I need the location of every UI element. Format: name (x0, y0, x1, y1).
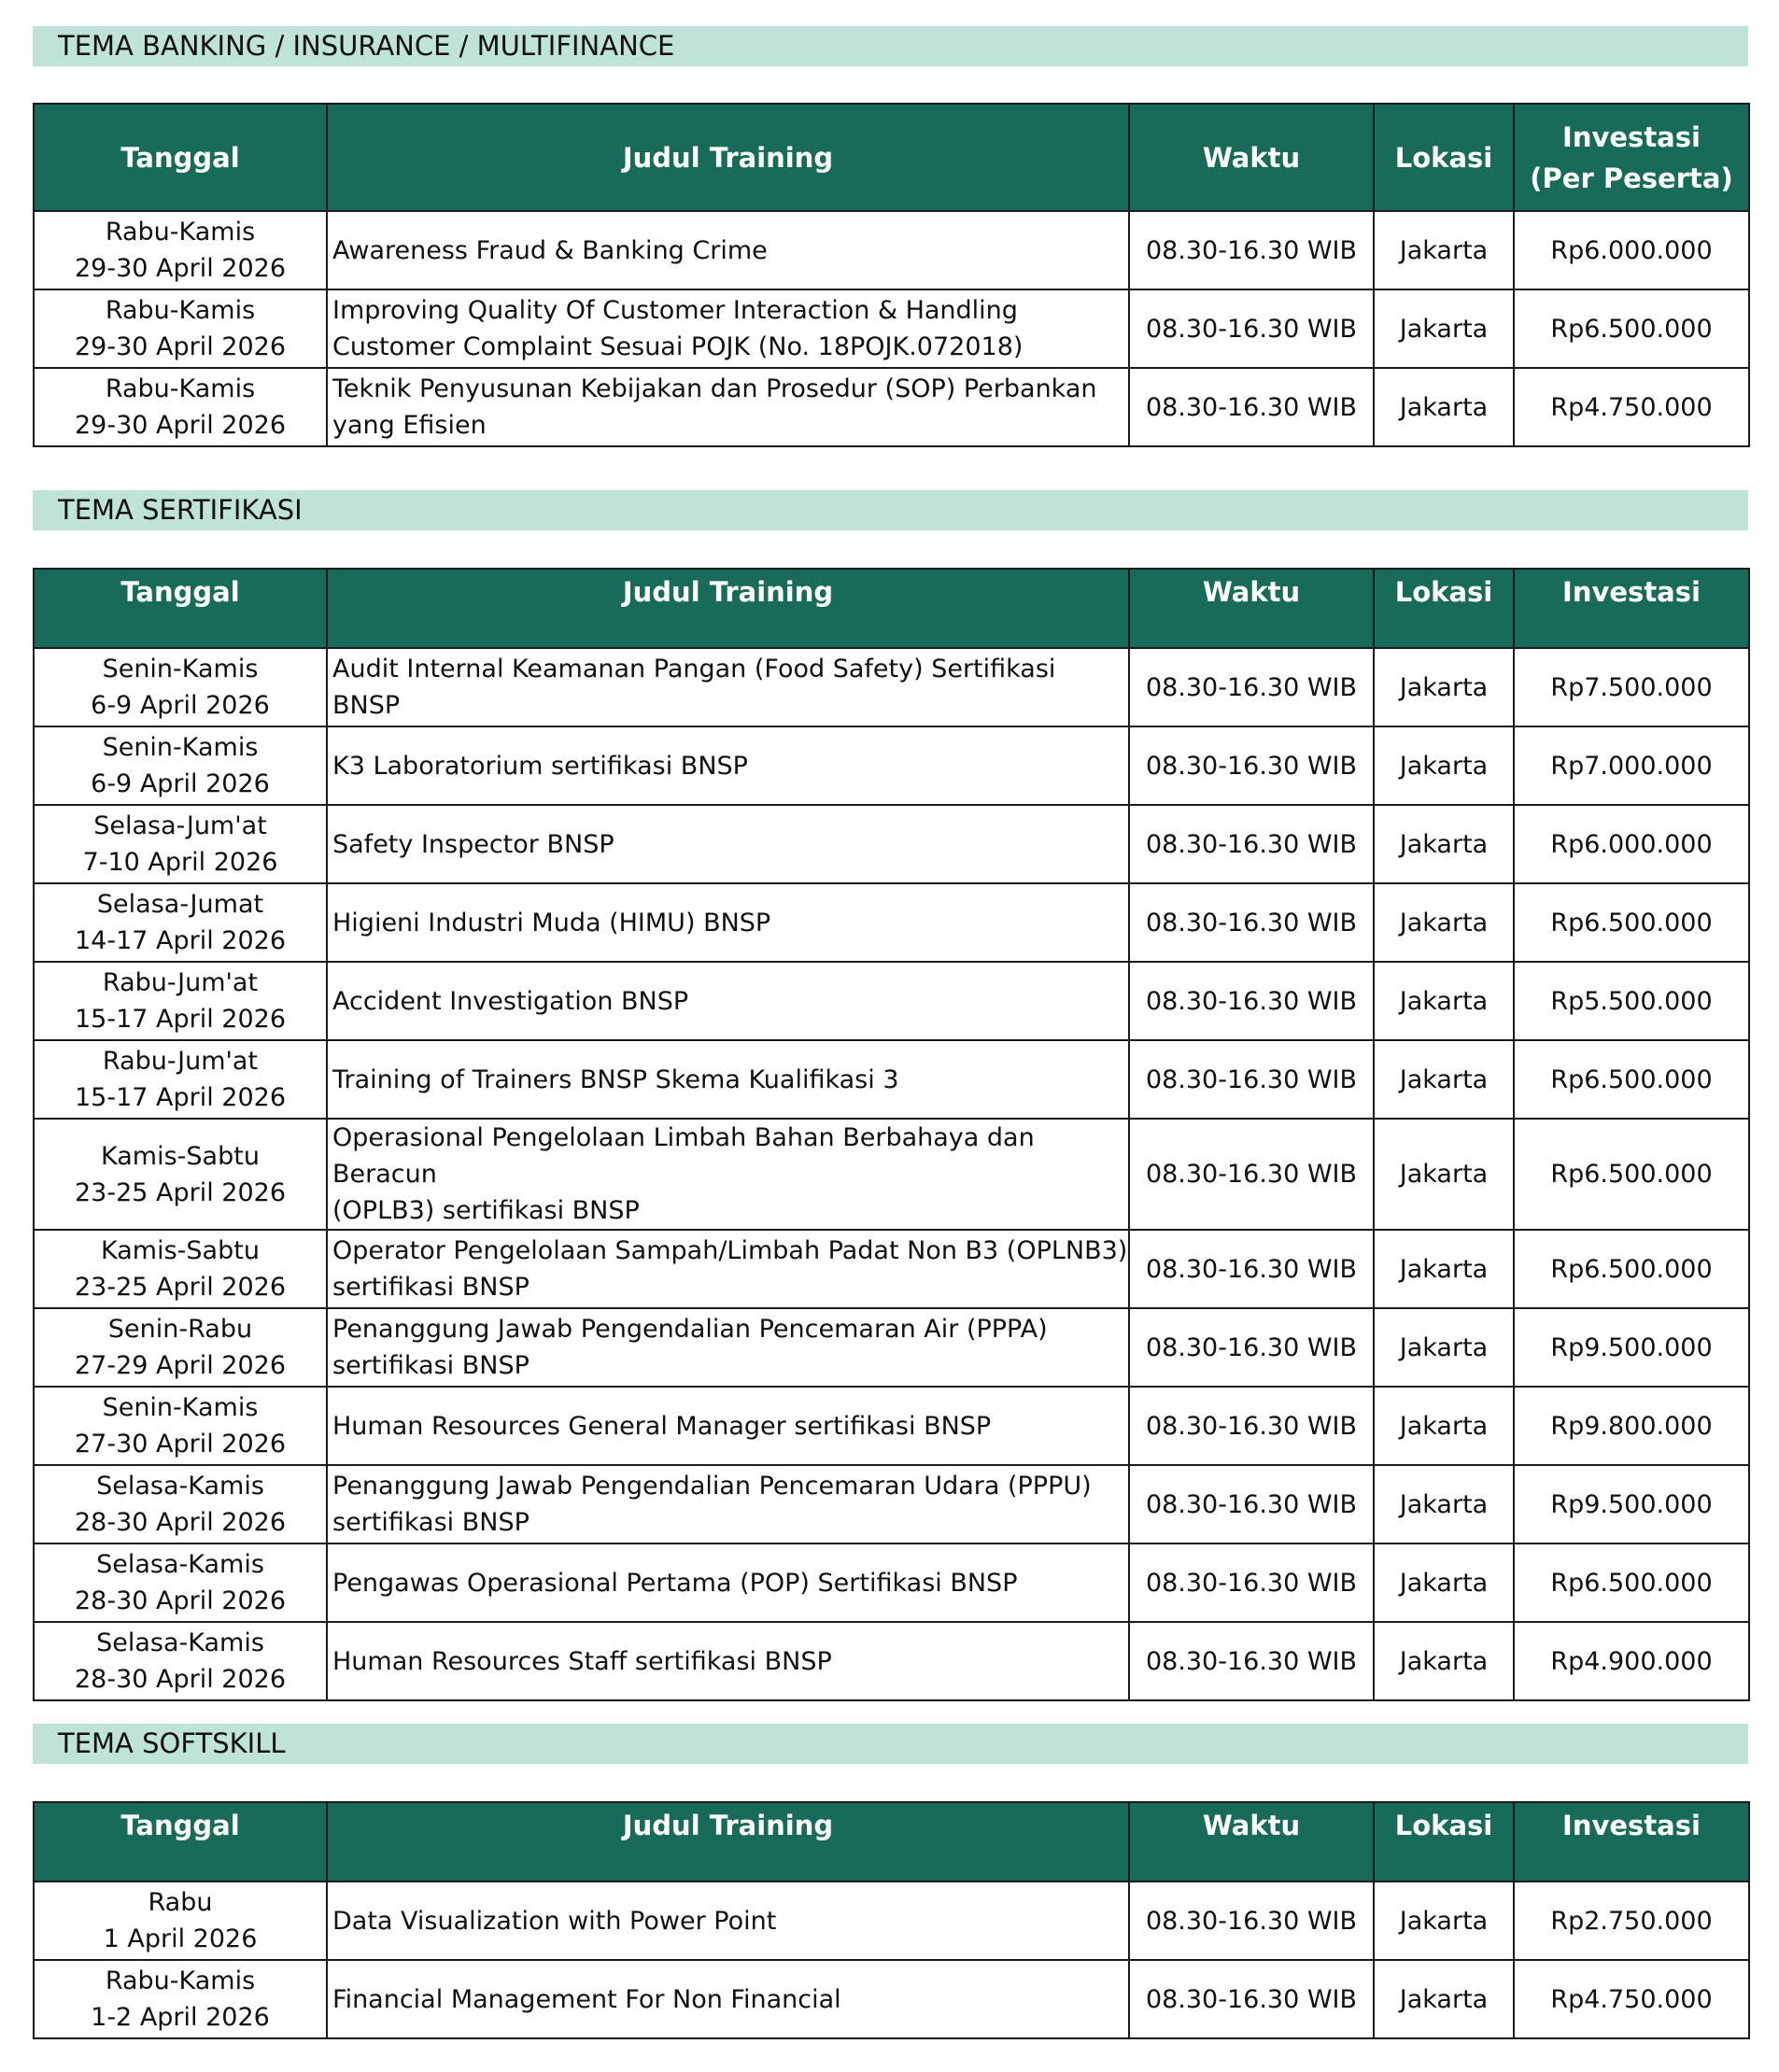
training-title-line1: Accident Investigation BNSP (332, 986, 689, 1016)
time-cell: 08.30-16.30 WIB (1129, 1622, 1374, 1700)
day-range: Rabu-Kamis (105, 1966, 256, 1995)
date-range: 23-25 April 2026 (74, 1273, 287, 1302)
time-cell: 08.30-16.30 WIB (1129, 1308, 1374, 1387)
table-row (34, 1230, 1749, 1308)
table-row (34, 1543, 1749, 1622)
col-header-waktu: Waktu (1129, 1802, 1374, 1882)
col-header-lokasi: Lokasi (1374, 1802, 1514, 1882)
training-title-cell (327, 1543, 1129, 1622)
date-cell (34, 1960, 327, 2038)
col-header-judul: Judul Training (327, 1802, 1129, 1882)
training-title-cell (327, 1040, 1129, 1119)
location-cell: Jakarta (1374, 211, 1514, 289)
training-title-line1: Higieni Industri Muda (HIMU) BNSP (332, 908, 771, 937)
time-cell: 08.30-16.30 WIB (1129, 883, 1374, 962)
col-header-waktu: Waktu (1129, 104, 1374, 211)
location-cell: Jakarta (1374, 1040, 1514, 1119)
training-title-cell (327, 805, 1129, 883)
training-title-line1: Improving Quality Of Customer Interaction & Handling (332, 296, 1018, 325)
date-range: 28-30 April 2026 (74, 1665, 287, 1694)
date-cell (34, 368, 327, 446)
training-title-cell (327, 883, 1129, 962)
training-title-cell (327, 1465, 1129, 1543)
table-row (34, 1622, 1749, 1700)
training-title-line1: Operator Pengelolaan Sampah/Limbah Padat Non B3 (OPLNB3) (332, 1236, 1128, 1265)
training-title-cell (327, 1622, 1129, 1700)
col-header-lokasi: Lokasi (1374, 569, 1514, 648)
date-range: 23-25 April 2026 (74, 1177, 287, 1207)
training-table-sertifikasi (33, 568, 1750, 1701)
location-cell: Jakarta (1374, 1960, 1514, 2038)
training-title-cell (327, 368, 1129, 446)
date-cell (34, 1622, 327, 1700)
day-range: Selasa-Kamis (96, 1628, 264, 1657)
location-cell: Jakarta (1374, 1387, 1514, 1465)
col-header-tanggal: Tanggal (34, 1802, 327, 1882)
date-cell (34, 883, 327, 962)
training-table-softskill (33, 1801, 1750, 2039)
training-title-line1: Data Visualization with Power Point (332, 1906, 777, 1936)
location-cell: Jakarta (1374, 1882, 1514, 1960)
col-header-judul: Judul Training (327, 569, 1129, 648)
table-row (34, 726, 1749, 805)
date-range: 28-30 April 2026 (74, 1508, 287, 1537)
training-title-line2: Customer Complaint Sesuai POJK (No. 18POJK.072018) (332, 332, 1024, 361)
time-cell: 08.30-16.30 WIB (1129, 1387, 1374, 1465)
date-cell (34, 1119, 327, 1230)
date-cell (34, 1308, 327, 1387)
date-range: 29-30 April 2026 (74, 411, 287, 440)
col-header-tanggal: Tanggal (34, 569, 327, 648)
training-title-line1: Awareness Fraud & Banking Crime (332, 235, 768, 265)
price-cell: Rp6.500.000 (1514, 1543, 1749, 1622)
table-row (34, 1465, 1749, 1543)
day-range: Selasa-Kamis (96, 1472, 264, 1501)
location-cell: Jakarta (1374, 1119, 1514, 1230)
training-table-banking (33, 103, 1750, 447)
location-cell: Jakarta (1374, 1543, 1514, 1622)
time-cell: 08.30-16.30 WIB (1129, 1882, 1374, 1960)
date-range: 15-17 April 2026 (74, 1083, 287, 1112)
training-title-line1: Financial Management For Non Financial (332, 1984, 841, 2014)
training-title-line1: K3 Laboratorium sertifikasi BNSP (332, 751, 748, 781)
day-range: Rabu-Kamis (105, 296, 256, 325)
date-cell (34, 648, 327, 726)
section-title-banking: TEMA BANKING / INSURANCE / MULTIFINANCE (33, 26, 1748, 66)
date-range: 29-30 April 2026 (74, 254, 287, 283)
table-row (34, 1387, 1749, 1465)
date-range: 15-17 April 2026 (74, 1005, 287, 1034)
date-range: 1-2 April 2026 (91, 2003, 270, 2032)
price-cell: Rp6.500.000 (1514, 1230, 1749, 1308)
location-cell: Jakarta (1374, 805, 1514, 883)
table-row (34, 1882, 1749, 1960)
date-range: 27-30 April 2026 (74, 1430, 287, 1459)
price-cell: Rp6.000.000 (1514, 805, 1749, 883)
price-cell: Rp4.900.000 (1514, 1622, 1749, 1700)
date-cell (34, 1882, 327, 1960)
col-header-investasi: Investasi (1514, 569, 1749, 648)
training-title-line1: Human Resources Staff sertifikasi BNSP (332, 1646, 832, 1676)
table-header-row (34, 104, 1749, 211)
date-range: 29-30 April 2026 (74, 332, 287, 361)
table-body-sertifikasi (34, 648, 1749, 1700)
time-cell: 08.30-16.30 WIB (1129, 805, 1374, 883)
table-body-banking (34, 211, 1749, 446)
location-cell: Jakarta (1374, 962, 1514, 1040)
day-range: Selasa-Jum'at (93, 811, 267, 840)
time-cell: 08.30-16.30 WIB (1129, 289, 1374, 368)
location-cell: Jakarta (1374, 1230, 1514, 1308)
price-cell: Rp2.750.000 (1514, 1882, 1749, 1960)
training-title-cell (327, 1387, 1129, 1465)
day-range: Rabu (148, 1888, 213, 1917)
col-header-waktu: Waktu (1129, 569, 1374, 648)
date-cell (34, 1040, 327, 1119)
col-header-investasi: Investasi (1514, 1802, 1749, 1882)
table-body-softskill (34, 1882, 1749, 2038)
time-cell: 08.30-16.30 WIB (1129, 1465, 1374, 1543)
date-cell (34, 805, 327, 883)
table-row (34, 211, 1749, 289)
training-title-cell (327, 1119, 1129, 1230)
training-title-line1: Teknik Penyusunan Kebijakan dan Prosedur (SOP) Perbankan (332, 374, 1097, 403)
location-cell: Jakarta (1374, 1622, 1514, 1700)
training-title-cell (327, 1308, 1129, 1387)
time-cell: 08.30-16.30 WIB (1129, 962, 1374, 1040)
price-cell: Rp6.000.000 (1514, 211, 1749, 289)
price-cell: Rp9.500.000 (1514, 1465, 1749, 1543)
day-range: Selasa-Kamis (96, 1550, 264, 1579)
date-range: 27-29 April 2026 (74, 1351, 287, 1380)
price-cell: Rp4.750.000 (1514, 1960, 1749, 2038)
training-title-line1: Penanggung Jawab Pengendalian Pencemaran Udara (PPPU) (332, 1472, 1092, 1501)
price-cell: Rp9.500.000 (1514, 1308, 1749, 1387)
table-header-row (34, 569, 1749, 648)
table-row (34, 1040, 1749, 1119)
table-row (34, 962, 1749, 1040)
day-range: Kamis-Sabtu (101, 1141, 260, 1171)
training-title-line1: Operasional Pengelolaan Limbah Bahan Berbahaya dan Beracun (332, 1123, 1035, 1189)
time-cell: 08.30-16.30 WIB (1129, 648, 1374, 726)
day-range: Rabu-Kamis (105, 218, 256, 247)
training-title-cell (327, 726, 1129, 805)
date-range: 6-9 April 2026 (91, 691, 270, 720)
date-range: 6-9 April 2026 (91, 769, 270, 798)
date-range: 1 April 2026 (103, 1924, 258, 1953)
day-range: Kamis-Sabtu (101, 1236, 260, 1265)
time-cell: 08.30-16.30 WIB (1129, 1040, 1374, 1119)
location-cell: Jakarta (1374, 648, 1514, 726)
training-title-line1: Pengawas Operasional Pertama (POP) Sertifikasi BNSP (332, 1568, 1018, 1598)
date-cell (34, 1543, 327, 1622)
col-header-judul: Judul Training (327, 104, 1129, 211)
price-cell: Rp5.500.000 (1514, 962, 1749, 1040)
col-header-investasi-line1: Investasi (1562, 120, 1701, 153)
location-cell: Jakarta (1374, 1308, 1514, 1387)
col-header-lokasi: Lokasi (1374, 104, 1514, 211)
training-title-cell (327, 1230, 1129, 1308)
price-cell: Rp6.500.000 (1514, 289, 1749, 368)
date-cell (34, 289, 327, 368)
col-header-investasi-line2: (Per Peserta) (1530, 162, 1733, 194)
training-title-line2: sertifikasi BNSP (332, 1273, 529, 1302)
section-title-softskill: TEMA SOFTSKILL (33, 1724, 1748, 1764)
day-range: Senin-Kamis (102, 655, 259, 684)
price-cell: Rp6.500.000 (1514, 883, 1749, 962)
time-cell: 08.30-16.30 WIB (1129, 211, 1374, 289)
training-title-line1: Human Resources General Manager sertifikasi BNSP (332, 1411, 992, 1441)
location-cell: Jakarta (1374, 368, 1514, 446)
training-title-line2: sertifikasi BNSP (332, 1508, 529, 1537)
day-range: Senin-Kamis (102, 733, 259, 762)
price-cell: Rp6.500.000 (1514, 1040, 1749, 1119)
training-title-cell (327, 1960, 1129, 2038)
day-range: Rabu-Jum'at (102, 968, 259, 997)
training-title-cell (327, 211, 1129, 289)
price-cell: Rp9.800.000 (1514, 1387, 1749, 1465)
training-title-line1: Safety Inspector BNSP (332, 829, 614, 859)
date-cell (34, 1230, 327, 1308)
price-cell: Rp7.000.000 (1514, 726, 1749, 805)
training-title-cell (327, 648, 1129, 726)
training-title-line1: Training of Trainers BNSP Skema Kualifikasi 3 (332, 1064, 899, 1094)
table-row (34, 289, 1749, 368)
price-cell: Rp7.500.000 (1514, 648, 1749, 726)
price-cell: Rp6.500.000 (1514, 1119, 1749, 1230)
section-title-sertifikasi: TEMA SERTIFIKASI (33, 490, 1748, 530)
time-cell: 08.30-16.30 WIB (1129, 1230, 1374, 1308)
col-header-investasi-per-peserta (1514, 104, 1749, 211)
table-row (34, 648, 1749, 726)
training-title-cell (327, 962, 1129, 1040)
training-title-line1: Penanggung Jawab Pengendalian Pencemaran Air (PPPA) (332, 1315, 1048, 1344)
table-row (34, 805, 1749, 883)
date-range: 7-10 April 2026 (82, 848, 278, 877)
date-range: 14-17 April 2026 (74, 926, 287, 955)
training-title-cell (327, 1882, 1129, 1960)
time-cell: 08.30-16.30 WIB (1129, 1960, 1374, 2038)
day-range: Senin-Rabu (107, 1315, 253, 1344)
time-cell: 08.30-16.30 WIB (1129, 726, 1374, 805)
table-row (34, 1308, 1749, 1387)
table-row (34, 883, 1749, 962)
training-title-cell (327, 289, 1129, 368)
location-cell: Jakarta (1374, 883, 1514, 962)
date-range: 28-30 April 2026 (74, 1586, 287, 1615)
col-header-tanggal: Tanggal (34, 104, 327, 211)
time-cell: 08.30-16.30 WIB (1129, 1543, 1374, 1622)
training-title-line2: yang Efisien (332, 411, 487, 440)
location-cell: Jakarta (1374, 726, 1514, 805)
time-cell: 08.30-16.30 WIB (1129, 1119, 1374, 1230)
location-cell: Jakarta (1374, 289, 1514, 368)
date-cell (34, 211, 327, 289)
training-title-line2: (OPLB3) sertifikasi BNSP (332, 1196, 640, 1225)
day-range: Rabu-Jum'at (102, 1047, 259, 1076)
day-range: Senin-Kamis (102, 1393, 259, 1422)
day-range: Selasa-Jumat (96, 890, 264, 919)
day-range: Rabu-Kamis (105, 374, 256, 403)
training-title-line1: Audit Internal Keamanan Pangan (Food Safety) Sertifikasi BNSP (332, 655, 1056, 720)
date-cell (34, 1465, 327, 1543)
date-cell (34, 726, 327, 805)
price-cell: Rp4.750.000 (1514, 368, 1749, 446)
table-header-row (34, 1802, 1749, 1882)
date-cell (34, 962, 327, 1040)
location-cell: Jakarta (1374, 1465, 1514, 1543)
date-cell (34, 1387, 327, 1465)
table-row (34, 1119, 1749, 1230)
time-cell: 08.30-16.30 WIB (1129, 368, 1374, 446)
training-title-line2: sertifikasi BNSP (332, 1351, 529, 1380)
table-row (34, 368, 1749, 446)
table-row (34, 1960, 1749, 2038)
